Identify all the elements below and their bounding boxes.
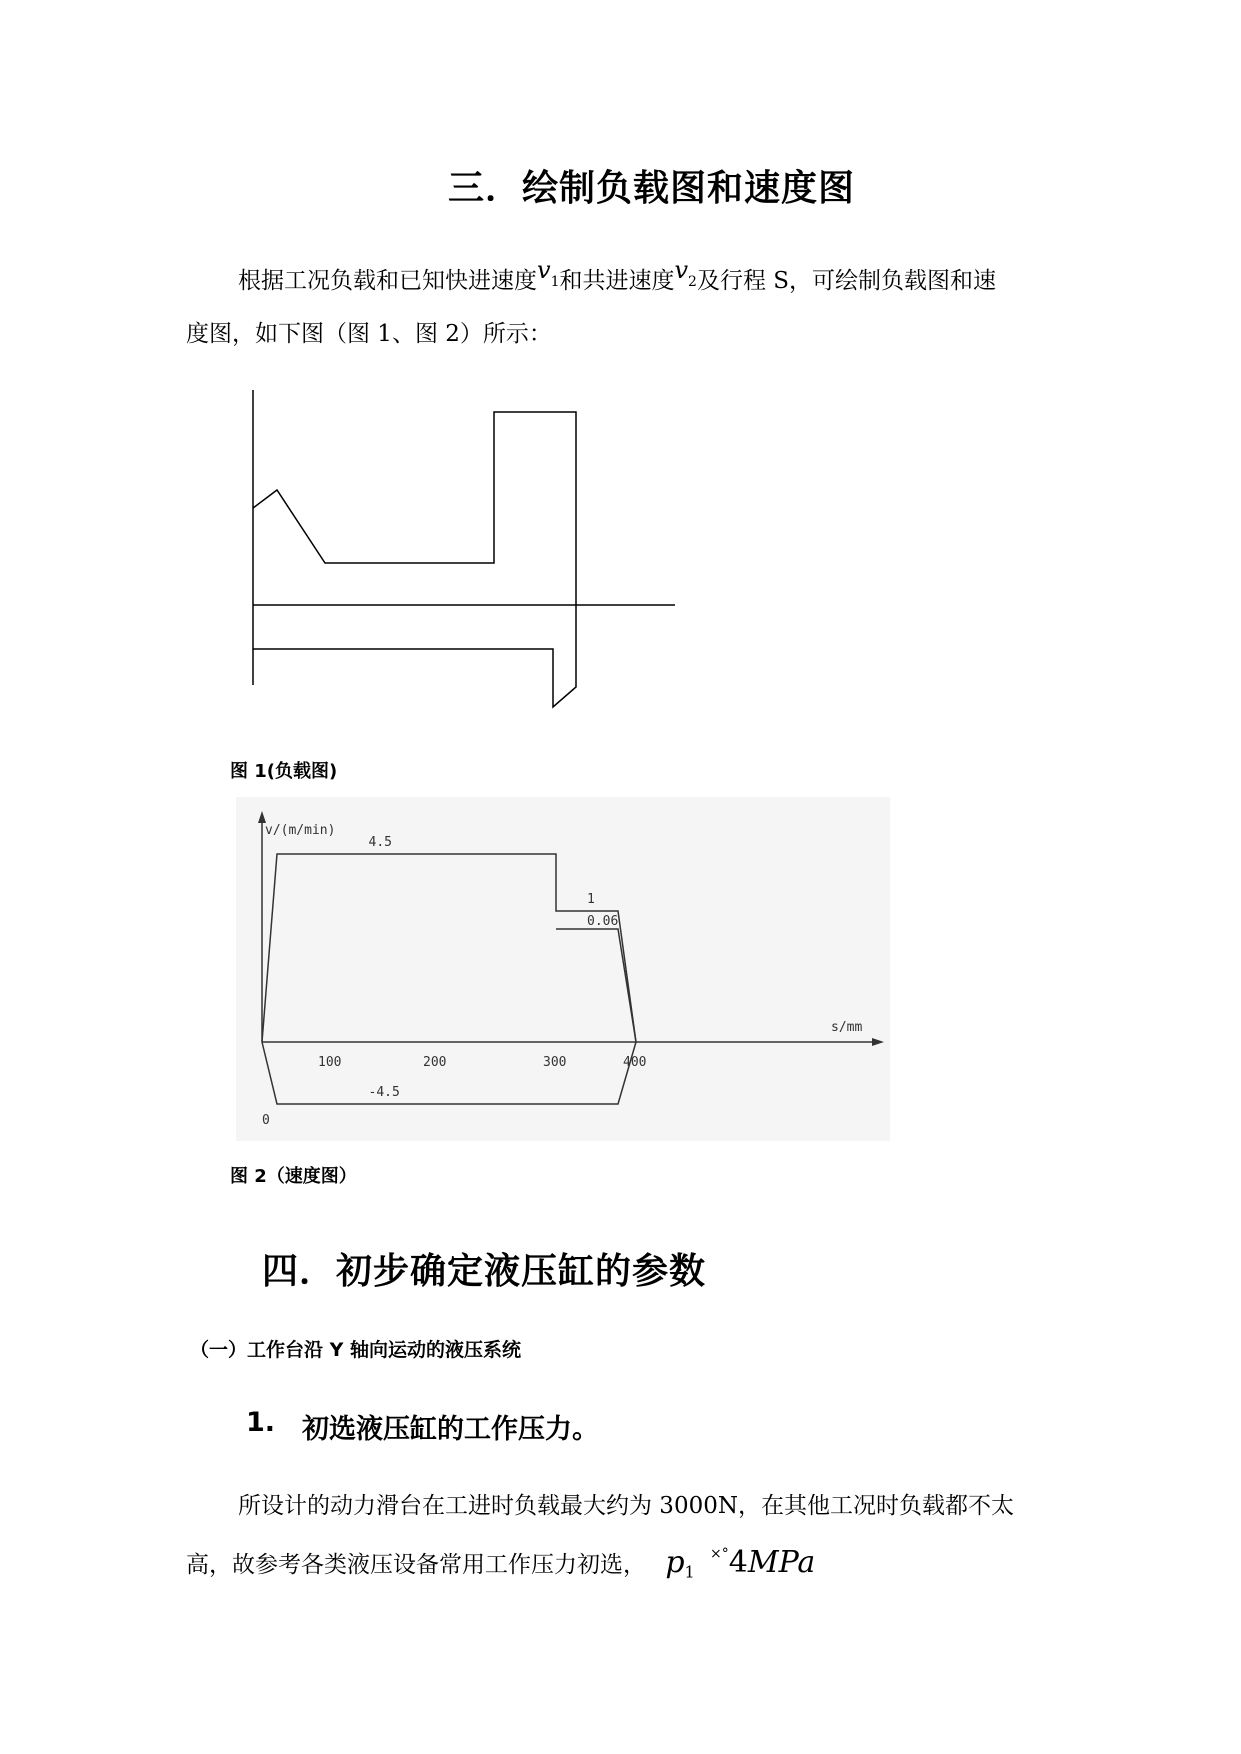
approx-symbol: ×°	[710, 1546, 729, 1562]
load-curve-return	[253, 605, 576, 707]
x-axis-label: s/mm	[831, 1020, 863, 1035]
item-number: 1.	[246, 1407, 276, 1438]
text-run: 和共进速度	[559, 268, 675, 294]
section-title-3: 三．绘制负载图和速度图	[448, 168, 856, 209]
figure-2-caption: 图 2（速度图）	[230, 1166, 357, 1187]
x-tick-label: 400	[623, 1055, 647, 1070]
text-run: 高，故参考各类液压设备常用工作压力初选，	[186, 1552, 646, 1578]
paragraph-line	[238, 256, 997, 298]
text-run: 根据工况负载和已知快进速度	[238, 268, 537, 294]
value-annotation: 1	[587, 892, 595, 907]
x-tick-label: 300	[543, 1055, 567, 1070]
v1-variable: v	[537, 256, 551, 284]
value-annotation: 4.5	[368, 835, 392, 850]
x-tick-label: 200	[423, 1055, 447, 1070]
chart-background	[236, 797, 890, 1141]
v2-variable: v	[674, 256, 689, 284]
v2-subscript: 2	[688, 273, 697, 290]
section-title-4: 四．初步确定液压缸的参数	[262, 1251, 707, 1292]
item-title: 初选液压缸的工作压力。	[302, 1414, 599, 1445]
figure-1-caption: 图 1(负载图)	[230, 761, 338, 782]
subheading: （一）工作台沿 Y 轴向运动的液压系统	[190, 1339, 521, 1361]
pressure-subscript: 1	[684, 1562, 695, 1582]
paragraph-line: 所设计的动力滑台在工进时负载最大约为 3000N，在其他工况时负载都不太	[238, 1493, 1014, 1519]
pressure-value: 4	[728, 1545, 748, 1580]
value-annotation: -4.5	[368, 1085, 400, 1100]
x-tick-label: 100	[318, 1055, 342, 1070]
text-run: 及行程 S，可绘制负载图和速	[696, 268, 997, 294]
pressure-unit: MPa	[747, 1545, 816, 1580]
load-diagram	[240, 385, 690, 715]
pressure-variable: p	[665, 1545, 685, 1580]
y-axis-label: v/(m/min)	[265, 823, 336, 838]
paragraph-line: 度图，如下图（图 1、图 2）所示：	[186, 321, 552, 347]
v1-subscript: 1	[550, 273, 560, 290]
value-annotation: 0.06	[587, 914, 619, 929]
paragraph-line	[186, 1545, 815, 1582]
speed-chart	[236, 797, 890, 1141]
origin-label: 0	[262, 1113, 270, 1128]
load-curve-forward	[253, 412, 576, 605]
